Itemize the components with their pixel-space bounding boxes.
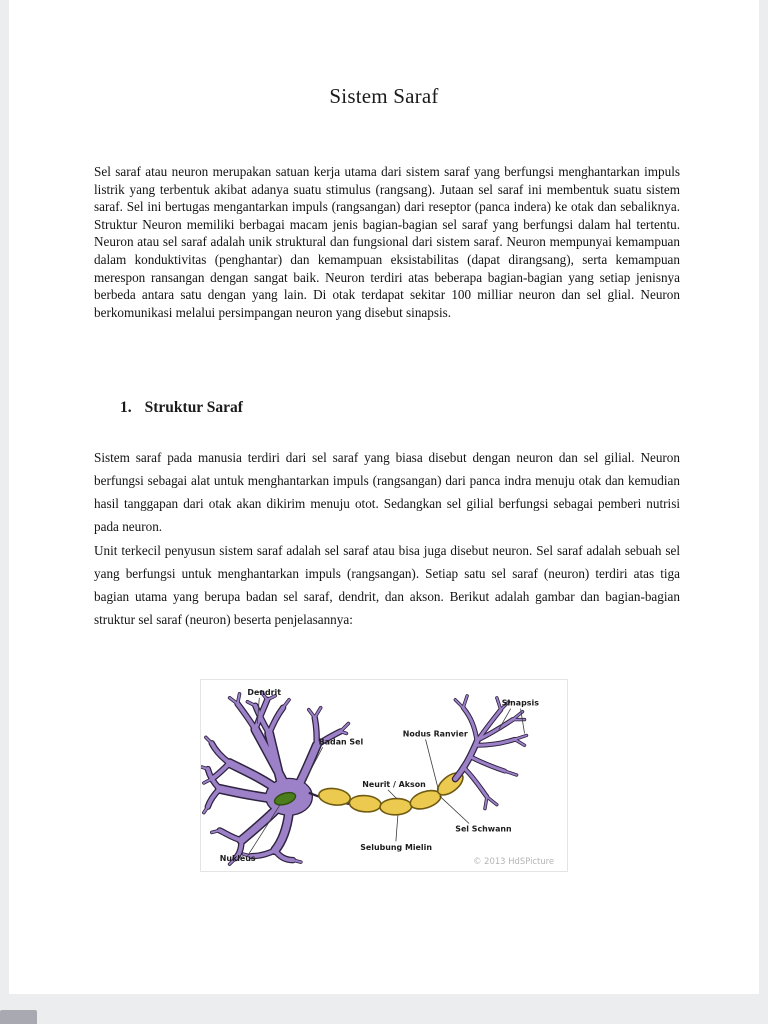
paragraph-neuron-parts: Unit terkecil penyusun sistem saraf adalah sel saraf atau bisa juga disebut neuron. Sel saraf adalah sebuah sel yang berfungsi untuk menghantarkan impuls (rangsangan). Setiap satu sel saraf (neuron) terdiri atas tiga bagian utama yang berupa badan sel saraf, dendrit, dan akson. Berikut adalah gambar dan bagian-bagian struktur sel saraf (neuron) beserta penjelasannya: [94,543,680,627]
diagram-label-sinapsis: Sinapsis [501,698,539,708]
myelin-sheath [318,769,467,816]
diagram-label-nodus-ranvier: Nodus Ranvier [402,729,468,739]
pointer-neurit-akson [388,790,397,799]
document-page [9,0,759,994]
diagram-label-dendrit: Dendrit [247,687,282,697]
pointer-nodus-ranvier [426,739,439,789]
pointer-selubung-mielin [396,816,398,842]
paragraph-structure-intro: Sistem saraf pada manusia terdiri dari sel saraf yang biasa disebut dengan neuron dan sel gilial. Neuron berfungsi sebagai alat untuk menghantarkan impuls (rangsangan) dari panca indra menuju otak dan kemudian hasil tanggapan dari otak akan dikirim menuju otot. Sedangkan sel gilial berfungsi sebagai pemberi nutrisi pada neuron. [94,450,680,534]
diagram-label-neurit-akson: Neurit / Akson [362,779,426,789]
diagram-watermark: © 2013 HdSPicture [473,856,555,867]
diagram-label-nukleus: Nukleus [219,854,256,864]
myelin-bead [349,795,382,813]
intro-paragraph: Sel saraf atau neuron merupakan satuan kerja utama dari sistem saraf yang berfungsi menghantarkan impuls listrik yang terbentuk akibat adanya suatu stimulus (rangsang). Jutaan sel saraf ini membentuk suatu sistem saraf. Sel ini bertugas mengantarkan impuls (rangsangan) dari reseptor (panca indera) ke otak dan sebaliknya. Struktur Neuron memiliki berbagai macam jenis bagian-bagian sel saraf yang berfungsi dalam hal tertentu. Neuron atau sel saraf adalah unik struktural dan fungsional dari sistem saraf. Neuron mempunyai kemampuan dalam konduktivitas (penghantar) dan kemampuan eksistabilitas (dapat dirangsang), serta kemampuan merespon ransangan dengan sangat baik. Neuron terdiri atas beberapa bagian-bagian yang setiap jenisnya berbeda antara satu dengan yang lain. Di otak terdapat sekitar 100 milliar neuron dan sel glial. Neuron berkomunikasi melalui persimpangan neuron yang disebut sinapsis. [94,164,680,320]
viewer-corner-ui-fragment [0,1010,37,1024]
neuron-diagram-svg [201,680,567,871]
pointer-sel-schwann [439,796,469,824]
diagram-label-selubung-mielin: Selubung Mielin [360,843,432,853]
diagram-label-sel-schwann: Sel Schwann [455,824,512,834]
dendrite-branches [208,700,341,860]
section-number: 1. [120,399,132,416]
section-title: Struktur Saraf [144,399,243,416]
section-heading [120,399,243,417]
neuron-diagram-figure [200,679,568,872]
page-title: Sistem Saraf [329,84,439,108]
myelin-bead [318,787,352,807]
diagram-label-badan-sel: Badan Sel [318,737,364,747]
viewer-bottom-margin [0,994,768,1024]
myelin-bead [380,798,412,815]
